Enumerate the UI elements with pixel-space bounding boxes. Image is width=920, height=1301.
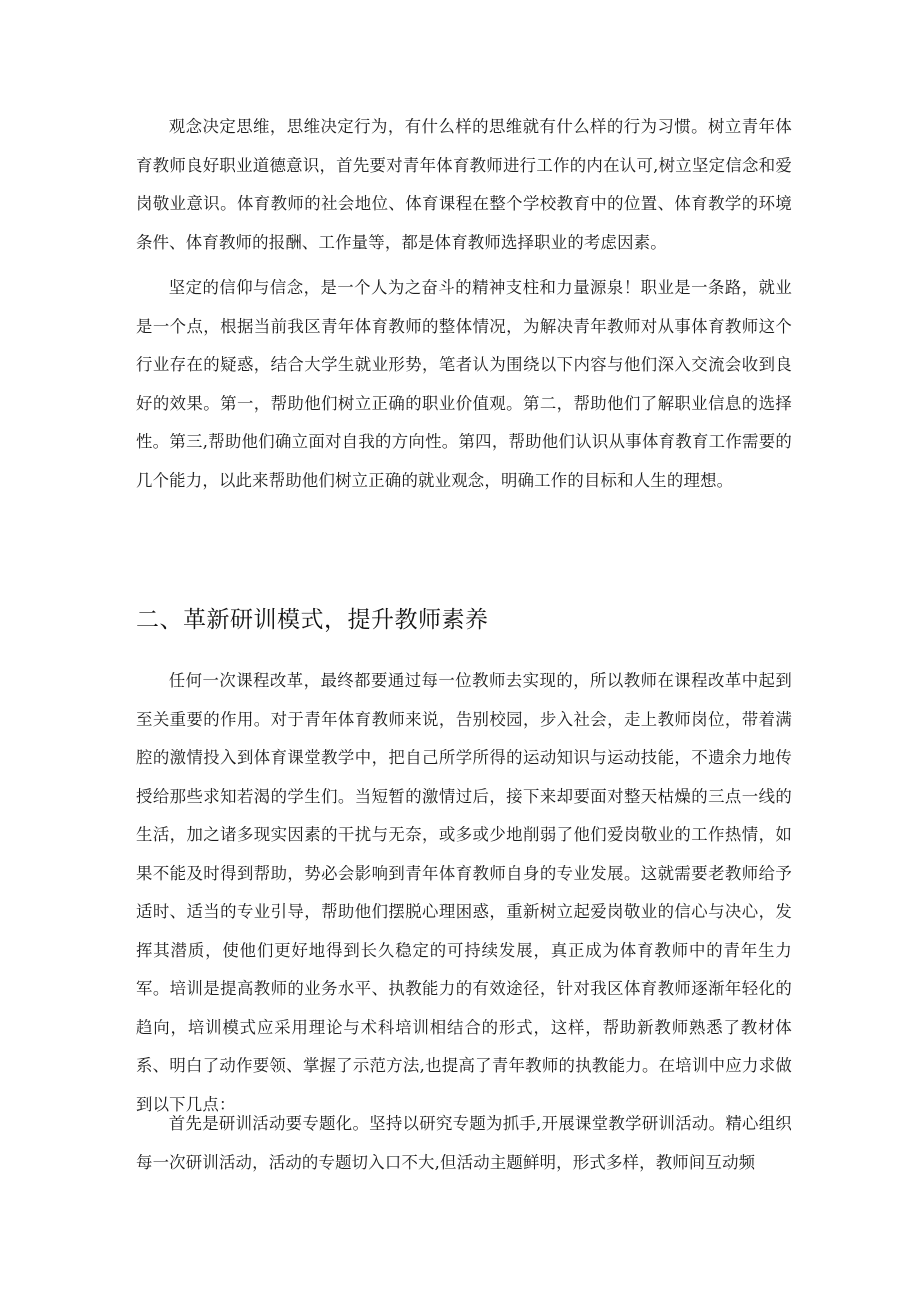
section-heading: 二、革新研训模式，提升教师素养 [136,607,489,633]
paragraph-training-reform: 任何一次课程改革，最终都要通过每一位教师去实现的，所以教师在课程改革中起到至关重要的作用。对于青年体育教师来说，告别校园，步入社会，走上教师岗位，带着满腔的激情投入到体育课堂教学中，把自己所学所得的运动知识与运动技能，不遗余力地传授给那些求知若渴的学生们。当短暂的激情过后，接下来却要面对整天枯燥的三点一线的生活，加之诸多现实因素的干扰与无奈，或多或少地削弱了他们爱岗敬业的工作热情，如果不能及时得到帮助，势必会影响到青年体育教师自身的专业发展。这就需要老教师给予适时、适当的专业引导，帮助他们摆脱心理困惑，重新树立起爱岗敬业的信心与决心，发挥其潜质，使他们更好地得到长久稳定的可持续发展，真正成为体育教师中的青年生力军。培训是提高教师的业务水平、执教能力的有效途径，针对我区体育教师逐渐年轻化的趋向，培训模式应采用理论与术科培训相结合的形式，这样，帮助新教师熟悉了教材体系、明白了动作要领、掌握了示范方法,也提高了青年教师的执教能力。在培训中应力求做到以下几点： [136,671,792,1114]
paragraph-professional-ethics: 观念决定思维，思维决定行为，有什么样的思维就有什么样的行为习惯。树立青年体育教师良好职业道德意识，首先要对青年体育教师进行工作的内在认可,树立坚定信念和爱岗敬业意识。体育教师的社会地位、体育课程在整个学校教育中的位置、体育教学的环境条件、体育教师的报酬、工作量等，都是体育教师选择职业的考虑因素。 [136,117,792,252]
paragraph-career-belief: 坚定的信仰与信念，是一个人为之奋斗的精神支柱和力量源泉！职业是一条路，就业是一个点，根据当前我区青年体育教师的整体情况，为解决青年教师对从事体育教师这个行业存在的疑惑，结合大学生就业形势，笔者认为围绕以下内容与他们深入交流会收到良好的效果。第一，帮助他们树立正确的职业价值观。第二，帮助他们了解职业信息的选择性。第三,帮助他们确立面对自我的方向性。第四，帮助他们认识从事体育教育工作需要的几个能力，以此来帮助他们树立正确的就业观念，明确工作的目标和人生的理想。 [136,278,792,490]
paragraph-thematic-training: 首先是研训活动要专题化。坚持以研究专题为抓手,开展课堂教学研训活动。精心组织每一次研训活动，活动的专题切入口不大,但活动主题鲜明，形式多样，教师间互动频 [136,1114,792,1172]
